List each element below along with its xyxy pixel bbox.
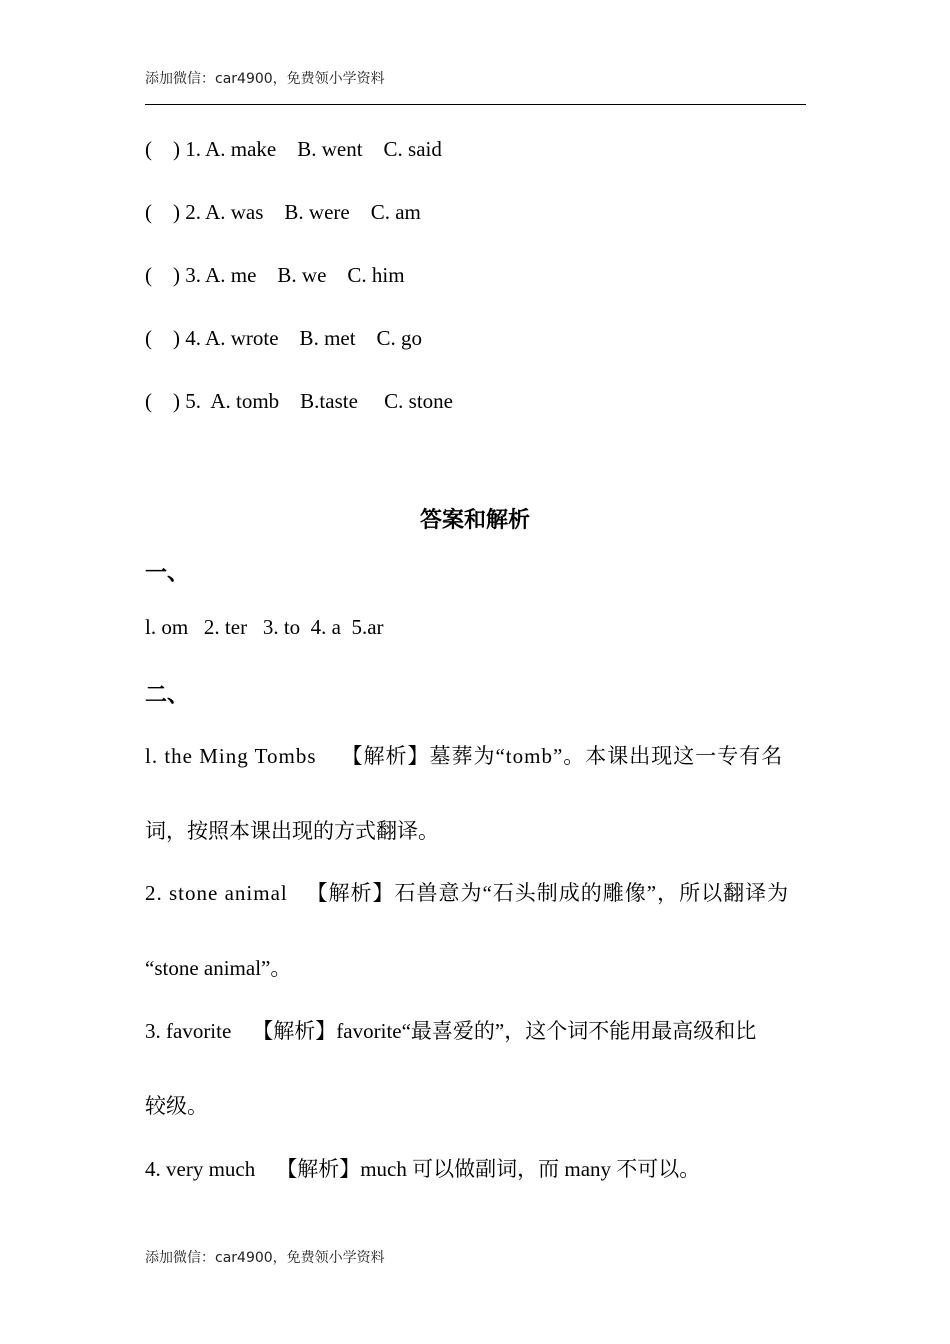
question-5: ( ) 5. A. tomb B.taste C. stone — [145, 389, 453, 413]
question-1: ( ) 1. A. make B. went C. said — [145, 137, 442, 161]
page-footer: 添加微信：car4900，免费领小学资料 — [145, 1250, 385, 1266]
answer-1-line-1: l. the Ming Tombs 【解析】墓葬为“tomb”。本课出现这一专有名 — [145, 744, 784, 768]
answer-3-line-2: 较级。 — [145, 1094, 208, 1118]
answer-3-line-1: 3. favorite 【解析】favorite“最喜爱的”，这个词不能用最高级和比 — [145, 1019, 757, 1043]
section-1-heading: 一、 — [145, 560, 190, 586]
answer-2-line-2: “stone animal”。 — [145, 956, 292, 980]
answer-4-line-1: 4. very much 【解析】much 可以做副词，而 many 不可以。 — [145, 1157, 701, 1181]
answers-title: 答案和解析 — [419, 507, 530, 533]
section-1-answers: l. om 2. ter 3. to 4. a 5.ar — [145, 615, 384, 639]
question-3: ( ) 3. A. me B. we C. him — [145, 263, 405, 287]
page-header: 添加微信：car4900，免费领小学资料 — [145, 71, 385, 87]
question-4: ( ) 4. A. wrote B. met C. go — [145, 326, 423, 350]
header-divider — [145, 104, 806, 105]
answer-2-line-1: 2. stone animal 【解析】石兽意为“石头制成的雕像”，所以翻译为 — [145, 881, 790, 905]
question-2: ( ) 2. A. was B. were C. am — [145, 200, 421, 224]
section-2-heading: 二、 — [145, 682, 190, 708]
answer-1-line-2: 词，按照本课出现的方式翻译。 — [145, 819, 439, 843]
